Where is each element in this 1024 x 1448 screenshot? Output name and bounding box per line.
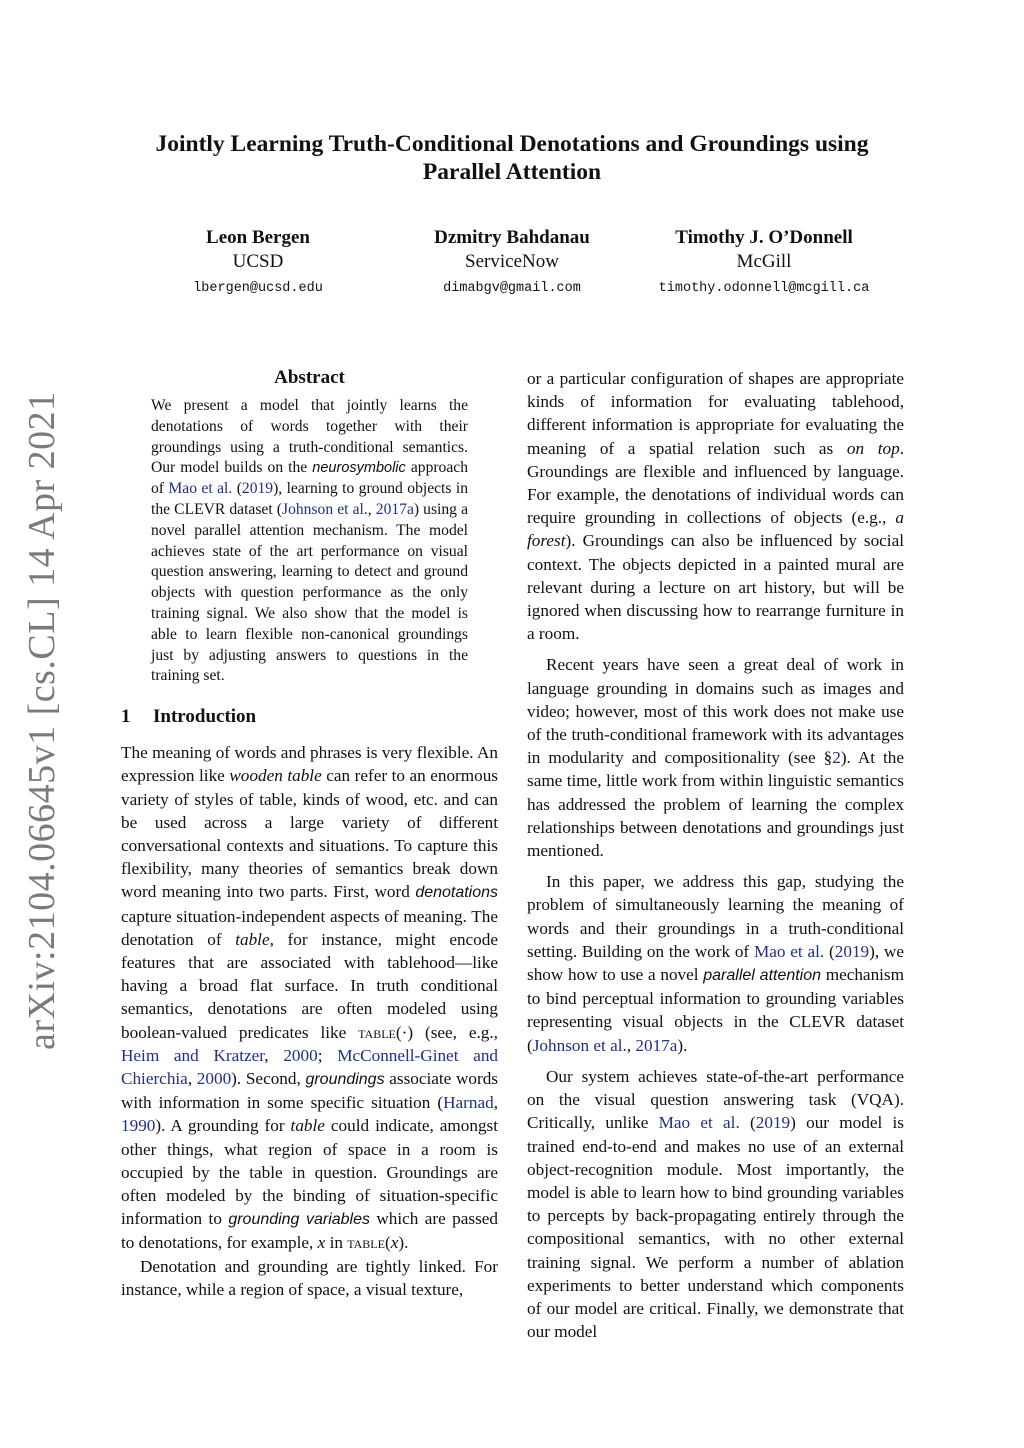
intro-paragraph-3 bbox=[527, 653, 904, 862]
math-variable: x bbox=[317, 1233, 326, 1253]
right-column bbox=[527, 367, 904, 1343]
intro-paragraph-2-start bbox=[121, 1255, 498, 1301]
text-span: or a particular configuration of shapes are appropriate kinds of information for evaluating tablehood, different information is appropriate for evaluating the meaning of a spatial relation such as bbox=[527, 369, 904, 458]
citation-link[interactable]: 2000 bbox=[283, 1045, 318, 1065]
predicate-name: table bbox=[358, 1022, 396, 1042]
text-span: ) our model is trained end-to-end and makes no use of an external object-recognition module. Most importantly, the model is able to learn how to bind grounding variables to percepts by back-propagating entirely through the compositional semantics, with no other external training signal. We perform a number of ablation experiments to better understand which components of our model are critical. Finally, we demonstrate that our model bbox=[527, 1113, 904, 1342]
text-span: mechanism to bind perceptual information to grounding variables representing visual objects in the CLEVR dataset ( bbox=[527, 965, 904, 1055]
intro-paragraph-5 bbox=[527, 1065, 904, 1343]
text-span: We present a model that jointly learns the denotations of words together with their groundings using a truth-conditional semantics. Our model builds on the bbox=[151, 397, 468, 477]
citation-link[interactable]: Johnson et al. bbox=[532, 1035, 627, 1055]
text-span: ( bbox=[384, 1233, 391, 1253]
text-span: approach of bbox=[151, 459, 468, 498]
text-span: In this paper, we address this gap, studying the problem of simultaneously learning the meaning of words and their groundings in a truth-conditional setting. Building on the work of bbox=[527, 872, 904, 961]
abstract-heading: Abstract bbox=[274, 367, 345, 388]
paper-title bbox=[100, 130, 924, 186]
citation-link[interactable]: Mao et al. bbox=[168, 480, 233, 498]
abstract-text bbox=[151, 396, 468, 687]
text-span: . Groundings are flexible and influenced by language. For example, the denotations of individual words can require grounding in collections of objects (e.g., bbox=[527, 438, 904, 528]
emphasis: parallel attention bbox=[703, 967, 821, 985]
author-block-1 bbox=[128, 226, 388, 301]
text-span: ; bbox=[317, 1045, 338, 1065]
citation-link[interactable]: Heim and Kratzer bbox=[121, 1045, 265, 1065]
text-span: , bbox=[367, 500, 376, 518]
intro-paragraph-1 bbox=[121, 741, 498, 1254]
text-span: ). Second, bbox=[231, 1069, 306, 1088]
text-span: , for instance, might encode features that are associated with tablehood—like having a broad flat surface. In truth conditional semantics, denotations are often modeled using boolean-valued predicates like bbox=[121, 929, 498, 1042]
citation-link[interactable]: 2019 bbox=[834, 941, 870, 961]
text-span: ). bbox=[398, 1233, 409, 1253]
text-span: ( bbox=[232, 480, 242, 498]
paper-title-line-1: Jointly Learning Truth-Conditional Denotations and Groundings using bbox=[155, 131, 869, 157]
author-email: timothy.odonnell@mcgill.ca bbox=[658, 281, 870, 296]
emphasis: table bbox=[290, 1116, 325, 1136]
text-span: ). A grounding for bbox=[155, 1116, 291, 1136]
text-span: Denotation and grounding are tightly linked. For instance, while a region of space, a visual texture, bbox=[121, 1256, 498, 1299]
emphasis: groundings bbox=[305, 1071, 385, 1088]
author-affiliation: UCSD bbox=[232, 251, 284, 272]
author-name: Dzmitry Bahdanau bbox=[434, 227, 590, 248]
author-block-3 bbox=[634, 226, 894, 301]
text-span: Recent years have seen a great deal of work in language grounding in domains such as images and video; however, most of this work does not make use of the truth-conditional framework with its advantages in modularity and compositionality (see § bbox=[527, 655, 904, 768]
author-name: Leon Bergen bbox=[206, 227, 310, 248]
section-link[interactable]: 2 bbox=[832, 748, 841, 768]
text-span: Our system achieves state-of-the-art performance on the visual question answering task (VQA). Critically, unlike bbox=[527, 1066, 904, 1133]
text-span: in bbox=[325, 1233, 348, 1253]
text-span: ), we show how to use a novel bbox=[527, 941, 904, 985]
text-span: could indicate, amongst other things, what region of space in a room is occupied by the table in question. Groundings are often modeled by the binding of situation-specific information to bbox=[121, 1116, 498, 1229]
citation-link[interactable]: Johnson et al. bbox=[282, 500, 368, 518]
citation-link[interactable]: McConnell-Ginet and Chierchia bbox=[121, 1045, 499, 1088]
text-span: , bbox=[626, 1035, 636, 1055]
text-span: associate words with information in some specific situation ( bbox=[121, 1069, 498, 1113]
text-span: ). Groundings can also be influenced by social context. The objects depicted in a painted mural are relevant during a lecture on art history, but will be ignored when discussing how to rearrange furniture in a room. bbox=[527, 531, 904, 644]
text-span: ). bbox=[677, 1035, 688, 1055]
arxiv-identifier: arXiv:2104.06645v1 [cs.CL] 14 Apr 2021 bbox=[21, 391, 63, 1050]
citation-link[interactable]: 2017a bbox=[635, 1035, 678, 1055]
text-span: ), learning to ground objects in the CLEVR dataset ( bbox=[151, 480, 468, 518]
emphasis: table bbox=[235, 929, 270, 949]
emphasis: neurosymbolic bbox=[312, 460, 406, 477]
author-affiliation: McGill bbox=[736, 251, 792, 272]
text-span: ( bbox=[824, 941, 835, 961]
text-span: , bbox=[264, 1045, 284, 1065]
text-span: ) using a novel parallel attention mechanism. The model achieves state of the art performance on visual question answering, learning to detect and ground objects with question performance as the only training signal. We also show that the model is able to learn flexible non-canonical groundings just by adjusting answers to questions in the training set. bbox=[151, 500, 469, 685]
emphasis: wooden table bbox=[229, 766, 322, 786]
citation-link[interactable]: Mao et al. bbox=[658, 1113, 740, 1133]
predicate-name: table bbox=[347, 1233, 385, 1253]
author-block-2 bbox=[382, 226, 642, 301]
intro-paragraph-4 bbox=[527, 870, 904, 1057]
text-span: The meaning of words and phrases is very flexible. An expression like bbox=[121, 743, 498, 786]
citation-link[interactable]: 2017a bbox=[375, 500, 414, 518]
text-span: ). At the same time, little work from within linguistic semantics has addressed the problem of learning the complex relationships between denotations and groundings just mentioned. bbox=[527, 748, 904, 861]
author-email: dimabgv@gmail.com bbox=[443, 281, 581, 296]
author-email: lbergen@ucsd.edu bbox=[193, 281, 323, 296]
text-span: which are passed to denotations, for example, bbox=[121, 1209, 499, 1253]
citation-link[interactable]: Harnad bbox=[443, 1093, 494, 1113]
author-name: Timothy J. O’Donnell bbox=[675, 227, 853, 248]
citation-link[interactable]: 1990 bbox=[121, 1116, 156, 1136]
text-span: (·) (see, e.g., bbox=[395, 1022, 498, 1042]
section-title: Introduction bbox=[153, 706, 257, 728]
citation-link[interactable]: Mao et al. bbox=[753, 941, 825, 961]
section-heading-introduction bbox=[121, 705, 498, 729]
emphasis: denotations bbox=[415, 884, 498, 902]
emphasis: a forest bbox=[527, 508, 904, 551]
paper-title-line-2: Parallel Attention bbox=[422, 159, 602, 185]
math-variable: x bbox=[390, 1233, 399, 1253]
left-column bbox=[121, 366, 498, 1301]
emphasis: grounding variables bbox=[228, 1211, 370, 1229]
section-number: 1 bbox=[121, 706, 131, 728]
text-span: , bbox=[187, 1069, 197, 1088]
citation-link[interactable]: 2019 bbox=[755, 1113, 791, 1133]
intro-paragraph-2-continued bbox=[527, 367, 904, 645]
text-span: ( bbox=[739, 1113, 756, 1133]
citation-link[interactable]: 2019 bbox=[241, 480, 274, 498]
text-span: capture situation-independent aspects of meaning. The denotation of bbox=[121, 906, 498, 949]
text-span: can refer to an enormous variety of styles of table, kinds of wood, etc. and can be used across a large variety of different conversational contexts and situations. To capture this flexibility, many theories of semantics break down word meaning into two parts. First, word bbox=[121, 766, 499, 902]
emphasis: on top bbox=[846, 438, 900, 458]
author-affiliation: ServiceNow bbox=[465, 251, 559, 272]
text-span: , bbox=[493, 1093, 498, 1113]
citation-link[interactable]: 2000 bbox=[196, 1069, 232, 1088]
